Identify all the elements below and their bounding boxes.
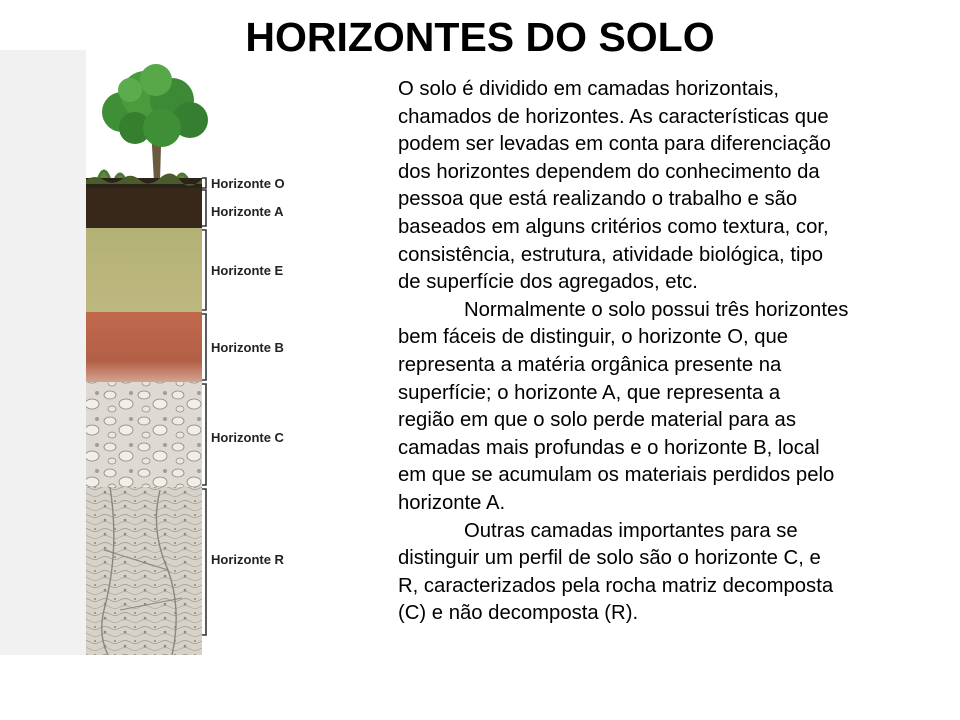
text-line: bem fáceis de distinguir, o horizonte O, que xyxy=(398,326,789,349)
text-line: Normalmente o solo possui três horizontes xyxy=(464,298,849,321)
label-horizonte-b: Horizonte B xyxy=(211,340,284,355)
text-line: camadas mais profundas e o horizonte B, local xyxy=(398,436,820,459)
text-line: podem ser levadas em conta para diferenciação xyxy=(398,133,831,156)
paragraph-3 xyxy=(398,518,938,628)
text-line: distinguir um perfil de solo são o horizonte C, e xyxy=(398,547,821,570)
paragraph-1 xyxy=(398,76,938,297)
label-horizonte-o: Horizonte O xyxy=(211,176,285,191)
text-line: horizonte A. xyxy=(398,491,506,514)
soil-profile-svg xyxy=(0,50,380,655)
text-line: de superfície dos agregados, etc. xyxy=(398,271,698,294)
label-horizonte-a: Horizonte A xyxy=(211,204,284,219)
page-title: HORIZONTES DO SOLO xyxy=(245,14,715,60)
text-line: região em que o solo perde material para as xyxy=(398,409,796,432)
paragraph-2 xyxy=(398,297,938,518)
text-line: pessoa que está realizando o trabalho e são xyxy=(398,188,798,211)
label-horizonte-c: Horizonte C xyxy=(211,430,284,445)
description-text xyxy=(398,76,938,628)
text-line: dos horizontes dependem do conhecimento da xyxy=(398,160,820,183)
text-line: chamados de horizontes. As características que xyxy=(398,105,829,128)
horizon-a-layer xyxy=(86,188,202,228)
horizon-c-layer xyxy=(86,382,202,487)
text-line: representa a matéria orgânica presente na xyxy=(398,353,782,376)
soil-profile-diagram xyxy=(0,50,380,655)
horizon-e-layer xyxy=(86,228,202,312)
horizon-b-layer xyxy=(86,312,202,382)
horizon-brackets xyxy=(202,178,206,635)
text-line: consistência, estrutura, atividade biológica, tipo xyxy=(398,243,824,266)
label-horizonte-e: Horizonte E xyxy=(211,263,284,278)
horizon-r-layer xyxy=(86,487,202,655)
text-line: baseados em alguns critérios como textura, cor, xyxy=(398,215,829,238)
text-line: superfície; o horizonte A, que representa a xyxy=(398,381,781,404)
label-horizonte-r: Horizonte R xyxy=(211,552,284,567)
text-line: em que se acumulam os materiais perdidos pelo xyxy=(398,464,835,487)
text-line: R, caracterizados pela rocha matriz decomposta xyxy=(398,574,834,597)
tree-icon xyxy=(98,64,208,182)
text-line: (C) e não decomposta (R). xyxy=(398,602,639,625)
text-line: Outras camadas importantes para se xyxy=(464,519,798,542)
text-line: O solo é dividido em camadas horizontais, xyxy=(398,78,780,100)
